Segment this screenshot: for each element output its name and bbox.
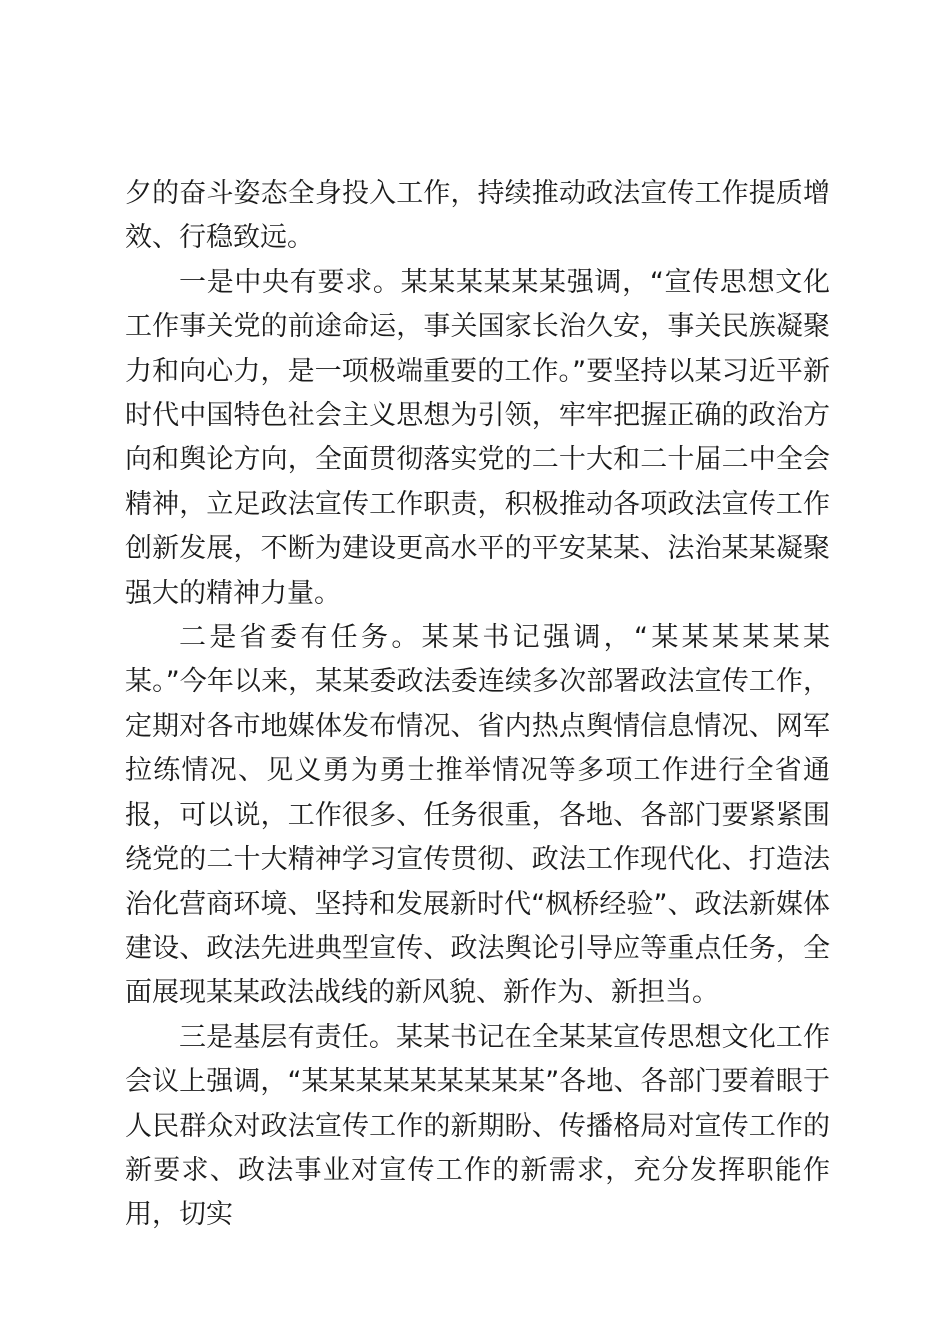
paragraph-provincial-task: 二是省委有任务。某某书记强调，“某某某某某某某。”今年以来，某某委政法委连续多次部署政法宣传工作，定期对各市地媒体发布情况、省内热点舆情信息情况、网军拉练情况、见义勇为勇士推举情况等多项工作进行全省通报，可以说，工作很多、任务很重，各地、各部门要紧紧围绕党的二十大精神学习宣传贯彻、政法工作现代化、打造法治化营商环境、坚持和发展新时代“枫桥经验”、政法新媒体建设、政法先进典型宣传、政法舆论引导应等重点任务，全面展现某某政法战线的新风貌、新作为、新担当。 <box>125 622 830 1009</box>
paragraph-grassroots-responsibility: 三是基层有责任。某某书记在全某某宣传思想文化工作会议上强调，“某某某某某某某某某”各地、各部门要着眼于人民群众对政法宣传工作的新期盼、传播格局对宣传工作的新要求、政法事业对宣传工作的新需求，充分发挥职能作用，切实 <box>125 1021 830 1231</box>
body-text <box>125 172 830 1238</box>
paragraph-central-requirement: 一是中央有要求。某某某某某某强调，“宣传思想文化工作事关党的前途命运，事关国家长治久安，事关民族凝聚力和向心力，是一项极端重要的工作。”要坚持以某习近平新时代中国特色社会主义思想为引领，牢牢把握正确的政治方向和舆论方向，全面贯彻落实党的二十大和二十届二中全会精神，立足政法宣传工作职责，积极推动各项政法宣传工作创新发展，不断为建设更高水平的平安某某、法治某某凝聚强大的精神力量。 <box>125 266 830 609</box>
paragraph-continuation: 夕的奋斗姿态全身投入工作，持续推动政法宣传工作提质增效、行稳致远。 <box>125 178 830 254</box>
